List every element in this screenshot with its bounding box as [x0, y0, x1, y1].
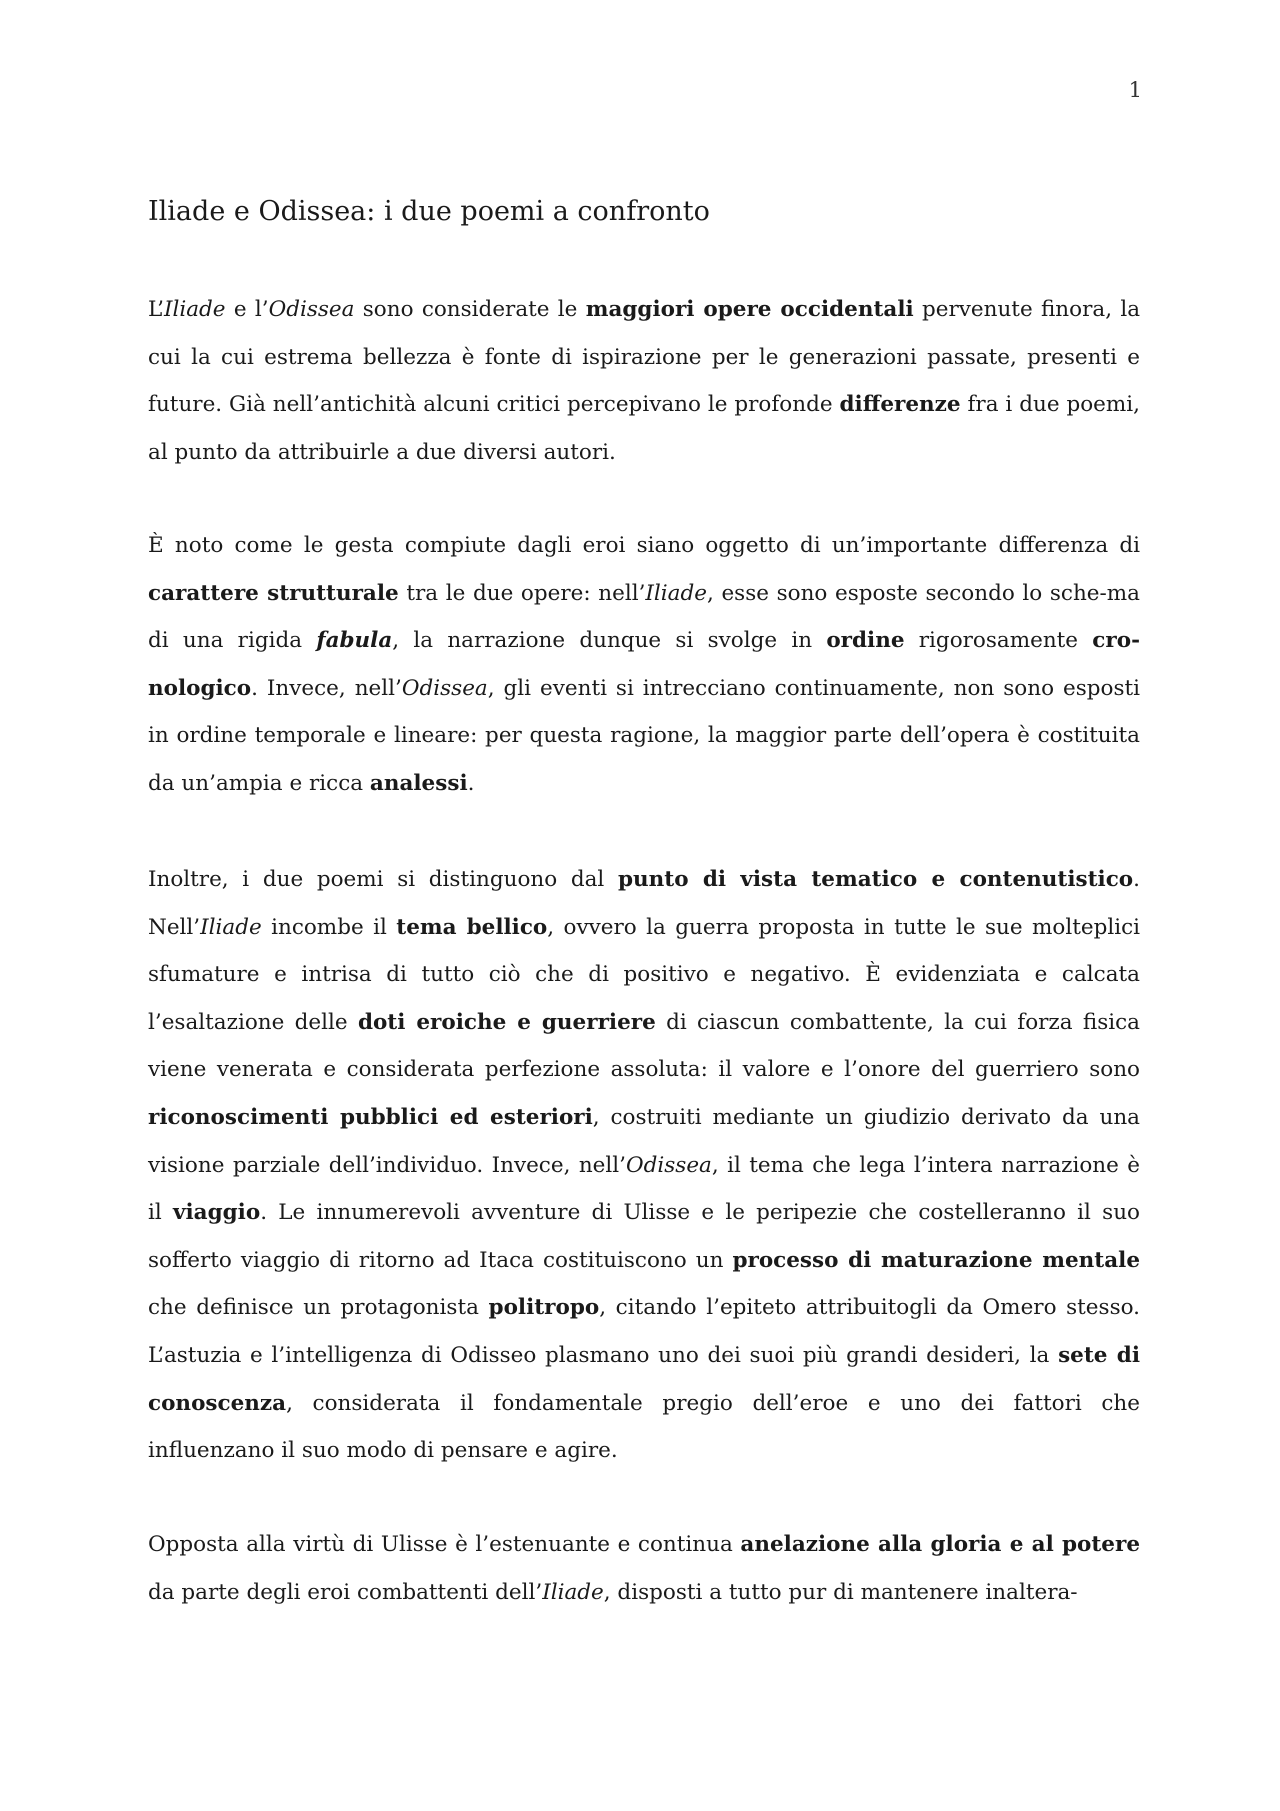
bold-term: ordine — [826, 628, 905, 654]
text-run: , esse sono esposte secondo lo sche-ma di una rigida — [148, 580, 1140, 654]
text-run: tra le due opere: nell’ — [398, 580, 646, 606]
text-run: sono considerate le — [354, 297, 586, 322]
italic-title: Odissea — [625, 1152, 712, 1178]
text-run: di ciascun combattente, la cui forza fisica viene venerata e considerata perfezione assoluta: il valore e l’onore del guerriero sono — [148, 1009, 1140, 1083]
text-run: incombe il — [261, 914, 397, 940]
paragraph-structure — [148, 522, 1140, 808]
text-run: , il tema che lega l’intera narrazione è il — [148, 1152, 1140, 1226]
text-run: , citando l’epiteto attribuitogli da Omero stesso. L’astuzia e l’intelligenza di Odisseo plasmano uno dei suoi più grandi desideri, la — [148, 1295, 1141, 1368]
text-run: . — [467, 770, 475, 796]
text-run: . Invece, nell’ — [251, 675, 402, 701]
paragraph-glory — [148, 1521, 1140, 1616]
paragraph-themes — [148, 856, 1140, 1475]
italic-title: Odissea — [401, 675, 488, 701]
italic-title: Iliade — [200, 914, 262, 940]
text-run: , ovvero la guerra proposta in tutte le sue molteplici sfumature e intrisa di tutto ciò che di positivo e negativo. È evidenziata e calcata l’esaltazione delle — [148, 914, 1140, 1035]
italic-title: Iliade — [542, 1579, 604, 1605]
bold-italic-term: fabula — [316, 628, 393, 654]
text-run: rigorosamente — [904, 628, 1093, 654]
bold-term: politropo — [488, 1295, 600, 1321]
bold-term: anelazione alla gloria e al potere — [740, 1532, 1140, 1557]
document-title: Iliade e Odissea: i due poemi a confronto — [148, 196, 710, 227]
text-run: L’ — [148, 297, 164, 322]
text-run: che definisce un protagonista — [148, 1295, 489, 1321]
page-number: 1 — [1128, 78, 1142, 102]
paragraph-intro — [148, 286, 1140, 476]
bold-term: viaggio — [173, 1200, 261, 1226]
text-run: , costruiti mediante un giudizio derivato da una visione parziale dell’individuo. Invece, nell’ — [148, 1104, 1140, 1178]
italic-title: Iliade — [645, 580, 707, 606]
text-run: , la narrazione dunque si svolge in — [392, 628, 827, 654]
text-run: È noto come le gesta compiute dagli eroi siano oggetto di un’importante differenza di — [148, 533, 1140, 558]
text-run: , gli eventi si intrecciano continuamente, non sono esposti in ordine temporale e lineare: per questa ragione, la maggior parte dell’opera è costituita da un’ampia e ricca — [148, 675, 1141, 796]
bold-term: carattere strutturale — [148, 580, 399, 606]
text-run: Inoltre, i due poemi si distinguono dal — [148, 867, 618, 892]
text-run: , disposti a tutto pur di mantenere inaltera- — [603, 1579, 1078, 1605]
text-run: . Nell’ — [148, 867, 1140, 940]
bold-term: cronologico — [148, 628, 1140, 701]
text-run: . Le innumerevoli avventure di Ulisse e le peripezie che costelleranno il suo sofferto viaggio di ritorno ad Itaca costituiscono un — [148, 1200, 1140, 1273]
bold-term: maggiori opere occidentali — [585, 297, 914, 322]
bold-term: doti eroiche e guerriere — [357, 1009, 656, 1035]
text-run: da parte degli eroi combattenti dell’ — [148, 1579, 543, 1605]
bold-term: sete di conoscenza — [148, 1342, 1140, 1416]
text-run: Opposta alla virtù di Ulisse è l’estenuante e continua — [148, 1532, 741, 1557]
text-run: e l’ — [225, 297, 269, 322]
italic-title: Iliade — [163, 297, 226, 322]
bold-term: riconoscimenti pubblici ed esteriori — [148, 1104, 593, 1130]
text-run: , considerata il fondamentale pregio dell’eroe e uno dei fattori che influenzano il suo modo di pensare e agire. — [148, 1390, 1140, 1464]
text-run: fra i due poemi, al punto da attribuirle a due diversi autori. — [148, 392, 1140, 465]
bold-term: analessi — [369, 770, 468, 796]
text-run: pervenute finora, la cui la cui estrema bellezza è fonte di ispirazione per le generazioni passate, presenti e future. Già nell’antichità alcuni critici percepivano le profonde — [148, 297, 1141, 418]
italic-title: Odissea — [268, 297, 355, 322]
bold-term: punto di vista tematico e contenutistico — [617, 867, 1134, 892]
bold-term: differenze — [839, 392, 961, 418]
bold-term: processo di maturazione mentale — [732, 1247, 1140, 1273]
bold-term: tema bellico — [396, 914, 548, 940]
